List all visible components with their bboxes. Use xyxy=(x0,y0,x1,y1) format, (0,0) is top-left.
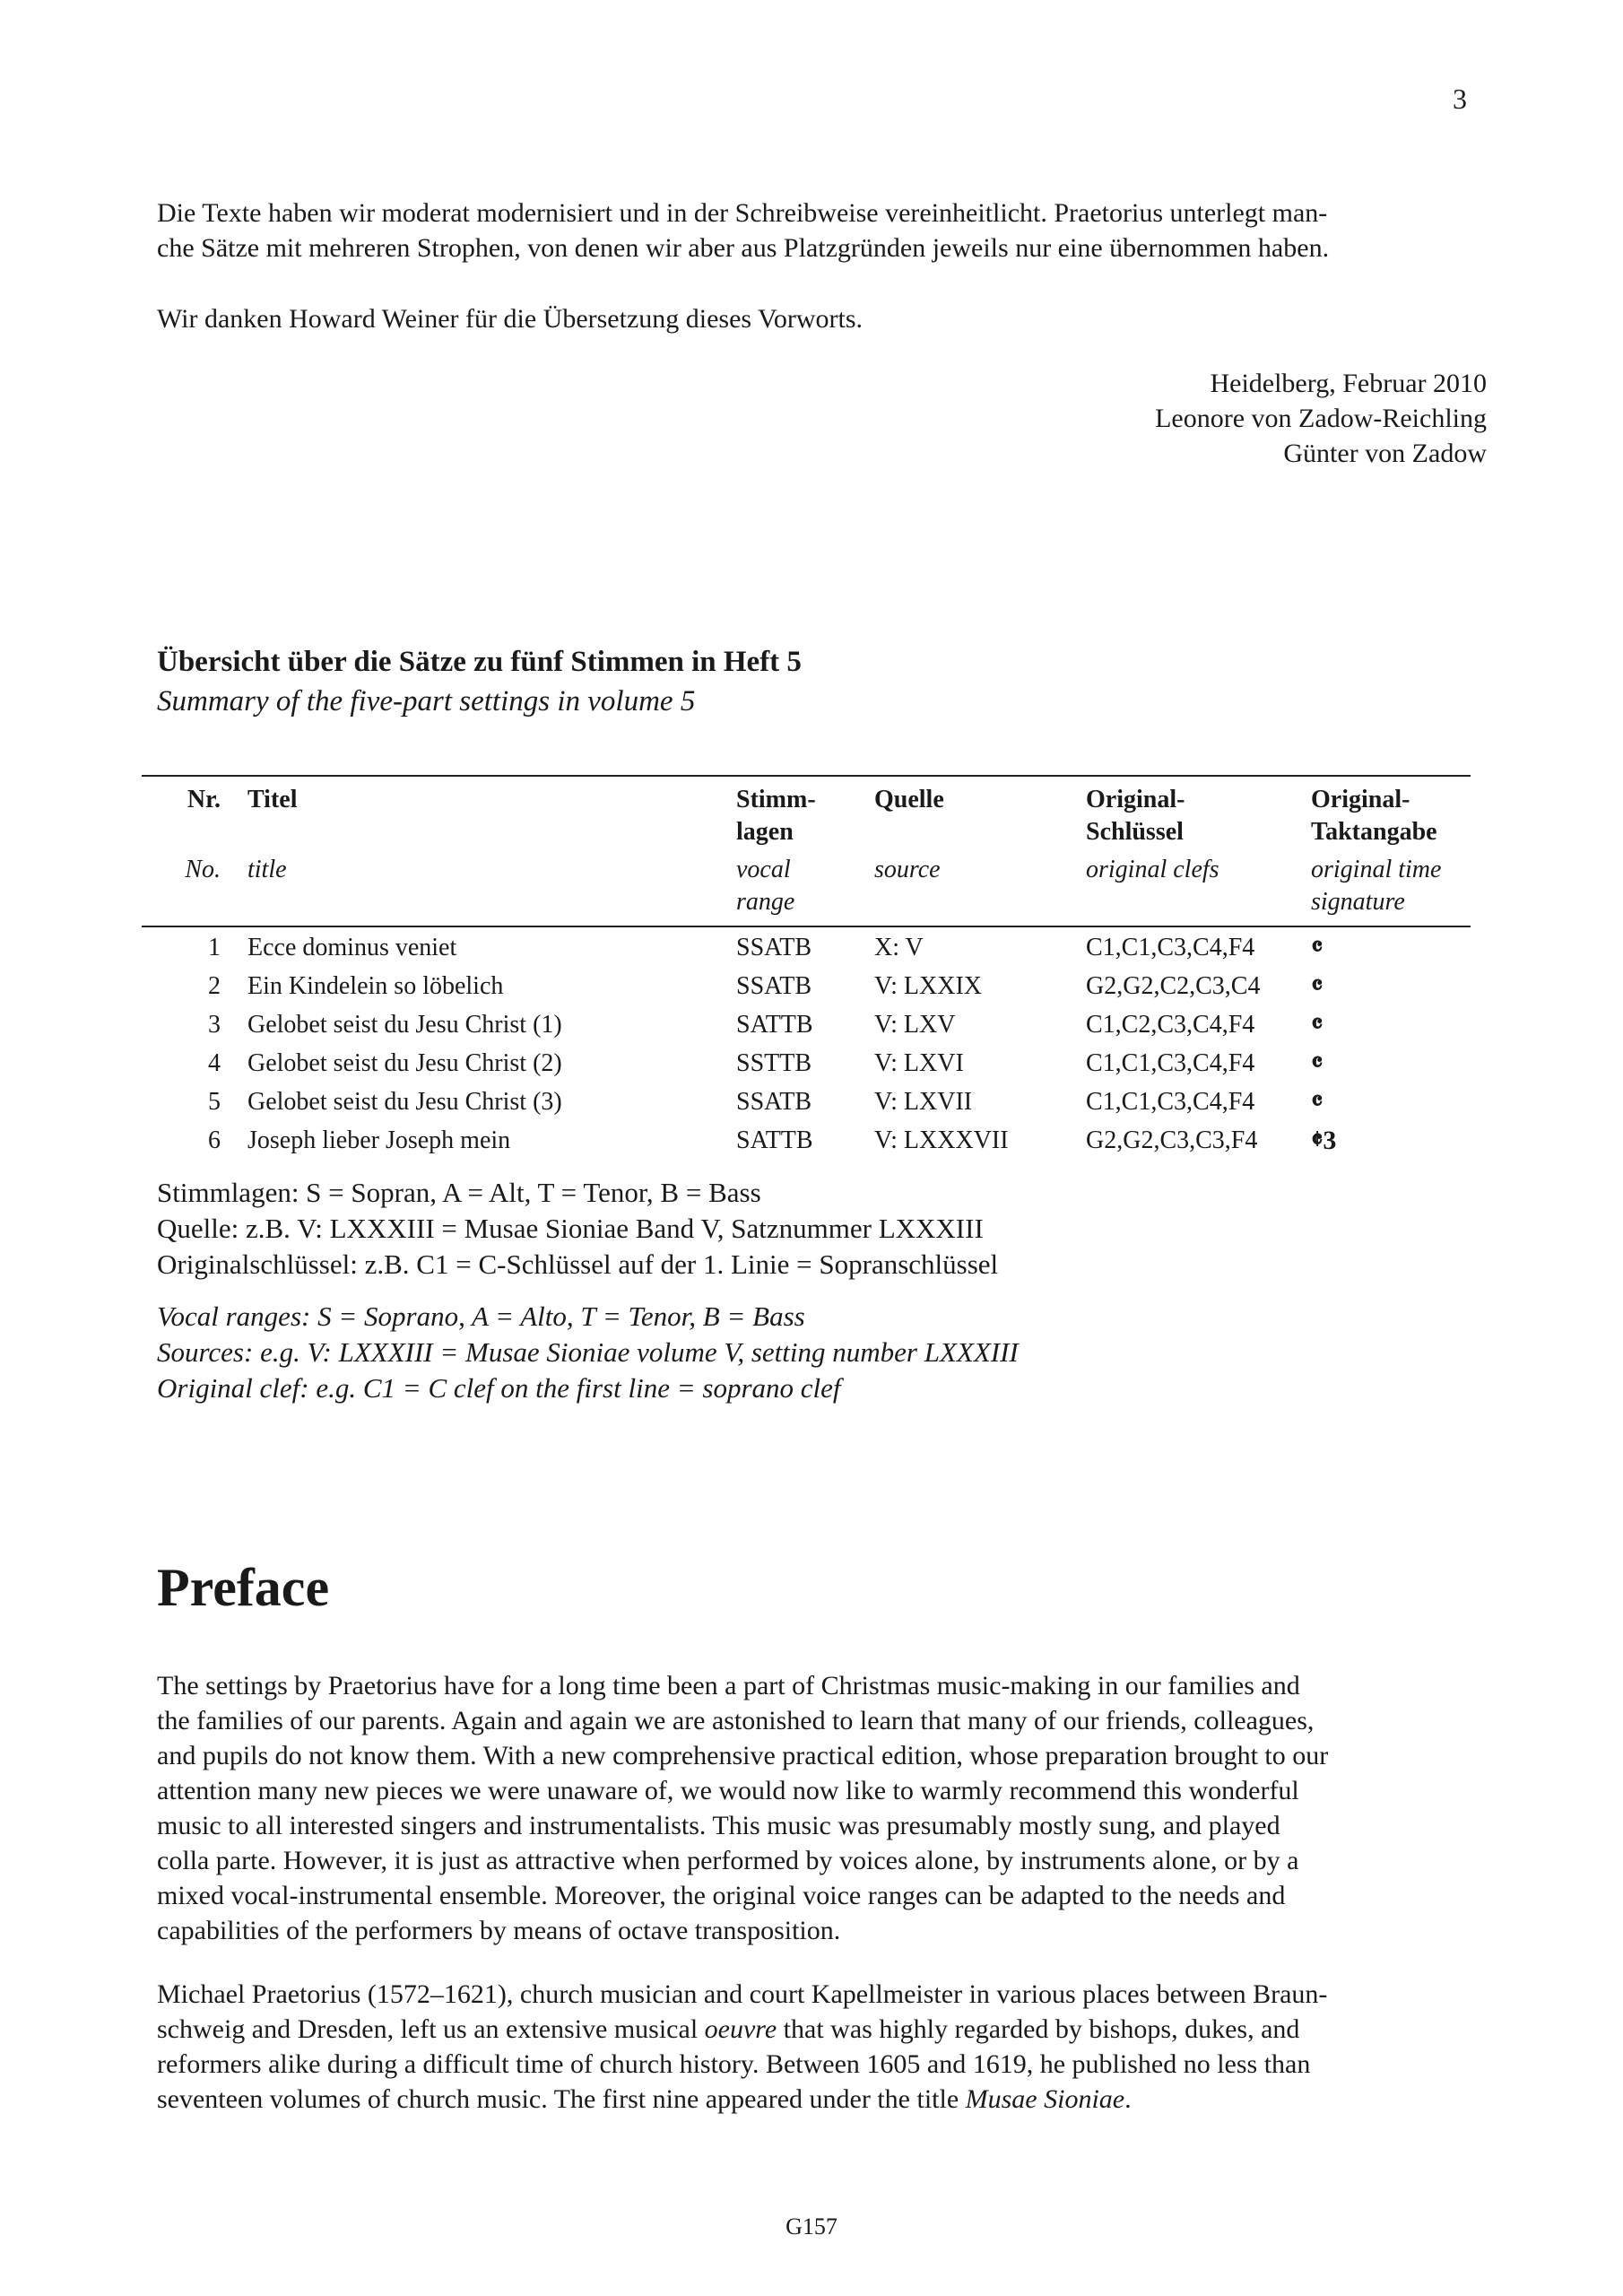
cell-title: Ecce dominus veniet xyxy=(247,934,457,961)
cell-source: V: LXV xyxy=(874,1011,956,1039)
italic-title-musae-sioniae: Musae Sioniae xyxy=(965,2084,1125,2114)
cell-time-signature: 𝄵3 xyxy=(1311,1126,1337,1155)
text-line xyxy=(157,2082,1484,2117)
cell-source: V: LXVII xyxy=(874,1088,973,1116)
signature-name: Leonore von Zadow-Reichling xyxy=(1155,404,1487,433)
intro-paragraph-2: Wir danken Howard Weiner für die Übersetzung dieses Vorworts. xyxy=(157,304,864,334)
text-line: music to all interested singers and instrumentalists. This music was presumably mostly sung, and played xyxy=(157,1811,1280,1840)
legend-line: Stimmlagen: S = Sopran, A = Alt, T = Tenor, B = Bass xyxy=(157,1177,761,1208)
header-vocal-en: range xyxy=(736,888,795,916)
signature-place-date: Heidelberg, Februar 2010 xyxy=(1210,369,1487,398)
text-line xyxy=(157,2012,1484,2047)
footer-code: G157 xyxy=(785,2213,838,2239)
text-span: schweig and Dresden, left us an extensive musical xyxy=(157,2014,705,2044)
text-line: Die Texte haben wir moderat modernisiert und in der Schreibweise vereinheitlicht. Praetorius unterlegt man- xyxy=(157,198,1328,228)
summary-title-en: Summary of the five-part settings in volume 5 xyxy=(157,685,696,718)
cell-clefs: G2,G2,C2,C3,C4 xyxy=(1086,972,1261,1000)
table-rule-top xyxy=(142,775,1471,777)
text-span: that was highly regarded by bishops, dukes, and xyxy=(777,2014,1300,2044)
cell-time-signature: 𝄴 xyxy=(1311,933,1324,962)
preface-heading: Preface xyxy=(157,1558,330,1617)
intro-paragraph-1 xyxy=(157,196,1484,265)
header-no-en: No. xyxy=(185,856,221,883)
legend-line: Original clef: e.g. C1 = C clef on the first line = soprano clef xyxy=(157,1372,841,1404)
page-number: 3 xyxy=(1453,83,1467,115)
text-span: . xyxy=(1124,2084,1132,2114)
cell-time-signature: 𝄴 xyxy=(1311,1048,1324,1078)
header-vocal: Stimm- xyxy=(736,786,816,813)
cell-title: Gelobet seist du Jesu Christ (1) xyxy=(247,1011,562,1039)
signature-block xyxy=(1155,366,1487,471)
legend-de xyxy=(157,1175,998,1283)
cell-time-signature: 𝄴 xyxy=(1311,1010,1324,1039)
text-line: mixed vocal-instrumental ensemble. Moreover, the original voice ranges can be adapted to the needs and xyxy=(157,1881,1286,1910)
legend-en xyxy=(157,1299,1019,1406)
header-vocal: lagen xyxy=(736,818,794,846)
header-clefs-en: original clefs xyxy=(1086,856,1219,883)
cell-time-signature: 𝄴 xyxy=(1311,971,1324,1001)
preface-paragraph-1 xyxy=(157,1668,1484,1948)
header-title: Titel xyxy=(247,786,298,813)
signature-name: Günter von Zadow xyxy=(1283,439,1487,468)
italic-word-oeuvre: oeuvre xyxy=(704,2014,777,2044)
header-source-en: source xyxy=(874,856,941,883)
text-line: Michael Praetorius (1572–1621), church musician and court Kapellmeister in various places between Braun- xyxy=(157,1979,1328,2009)
cell-vocal: SSATB xyxy=(736,1088,812,1116)
cell-title: Ein Kindelein so löbelich xyxy=(247,972,504,1000)
cell-source: X: V xyxy=(874,934,924,961)
cell-source: V: LXVI xyxy=(874,1049,964,1077)
summary-title-de: Übersicht über die Sätze zu fünf Stimmen in Heft 5 xyxy=(157,646,802,678)
text-line: capabilities of the performers by means of octave transposition. xyxy=(157,1916,841,1945)
legend-line: Sources: e.g. V: LXXXIII = Musae Sioniae volume V, setting number LXXXIII xyxy=(157,1336,1019,1368)
cell-title: Gelobet seist du Jesu Christ (2) xyxy=(247,1049,562,1077)
cell-clefs: G2,G2,C3,C3,F4 xyxy=(1086,1126,1258,1154)
header-clefs: Schlüssel xyxy=(1086,818,1184,846)
legend-line: Originalschlüssel: z.B. C1 = C-Schlüssel auf der 1. Linie = Sopranschlüssel xyxy=(157,1248,999,1280)
cell-clefs: C1,C1,C3,C4,F4 xyxy=(1086,1088,1255,1116)
header-source: Quelle xyxy=(874,786,944,813)
header-time: Taktangabe xyxy=(1311,818,1437,846)
cell-no: 5 xyxy=(208,1088,221,1116)
text-line: and pupils do not know them. With a new comprehensive practical edition, whose preparation brought to our xyxy=(157,1741,1329,1770)
cell-clefs: C1,C2,C3,C4,F4 xyxy=(1086,1011,1255,1039)
cell-vocal: SSTTB xyxy=(736,1049,812,1077)
cell-vocal: SATTB xyxy=(736,1126,813,1154)
text-line: colla parte. However, it is just as attractive when performed by voices alone, by instruments alone, or by a xyxy=(157,1846,1299,1875)
text-line: reformers alike during a difficult time of church history. Between 1605 and 1619, he published no less than xyxy=(157,2049,1311,2079)
legend-line: Quelle: z.B. V: LXXXIII = Musae Sioniae Band V, Satznummer LXXXIII xyxy=(157,1213,984,1244)
header-time: Original- xyxy=(1311,786,1410,813)
cell-vocal: SATTB xyxy=(736,1011,813,1039)
header-vocal-en: vocal xyxy=(736,856,791,883)
text-line: attention many new pieces we were unaware of, we would now like to warmly recommend this wonderful xyxy=(157,1776,1299,1805)
cell-clefs: C1,C1,C3,C4,F4 xyxy=(1086,1049,1255,1077)
cell-no: 6 xyxy=(208,1126,221,1154)
header-time-en: signature xyxy=(1311,888,1405,916)
cell-no: 2 xyxy=(208,972,221,1000)
text-line: The settings by Praetorius have for a long time been a part of Christmas music-making in our families and xyxy=(157,1671,1300,1700)
cell-no: 4 xyxy=(208,1049,221,1077)
cell-source: V: LXXIX xyxy=(874,972,983,1000)
table-rule-mid xyxy=(142,926,1471,927)
header-title-en: title xyxy=(247,856,287,883)
cell-time-signature: 𝄴 xyxy=(1311,1087,1324,1117)
cell-clefs: C1,C1,C3,C4,F4 xyxy=(1086,934,1255,961)
header-no: Nr. xyxy=(187,786,221,813)
cell-title: Joseph lieber Joseph mein xyxy=(247,1126,511,1154)
header-time-en: original time xyxy=(1311,856,1442,883)
legend-line: Vocal ranges: S = Soprano, A = Alto, T = Tenor, B = Bass xyxy=(157,1300,805,1332)
text-span: seventeen volumes of church music. The first nine appeared under the title xyxy=(157,2084,966,2114)
cell-vocal: SSATB xyxy=(736,934,812,961)
cell-no: 1 xyxy=(208,934,221,961)
text-line: che Sätze mit mehreren Strophen, von denen wir aber aus Platzgründen jeweils nur eine übernommen haben. xyxy=(157,233,1330,263)
preface-paragraph-2 xyxy=(157,1977,1484,2117)
text-line: the families of our parents. Again and again we are astonished to learn that many of our friends, colleagues, xyxy=(157,1706,1315,1735)
cell-title: Gelobet seist du Jesu Christ (3) xyxy=(247,1088,562,1116)
cell-no: 3 xyxy=(208,1011,221,1039)
header-clefs: Original- xyxy=(1086,786,1185,813)
cell-source: V: LXXXVII xyxy=(874,1126,1009,1154)
cell-vocal: SSATB xyxy=(736,972,812,1000)
